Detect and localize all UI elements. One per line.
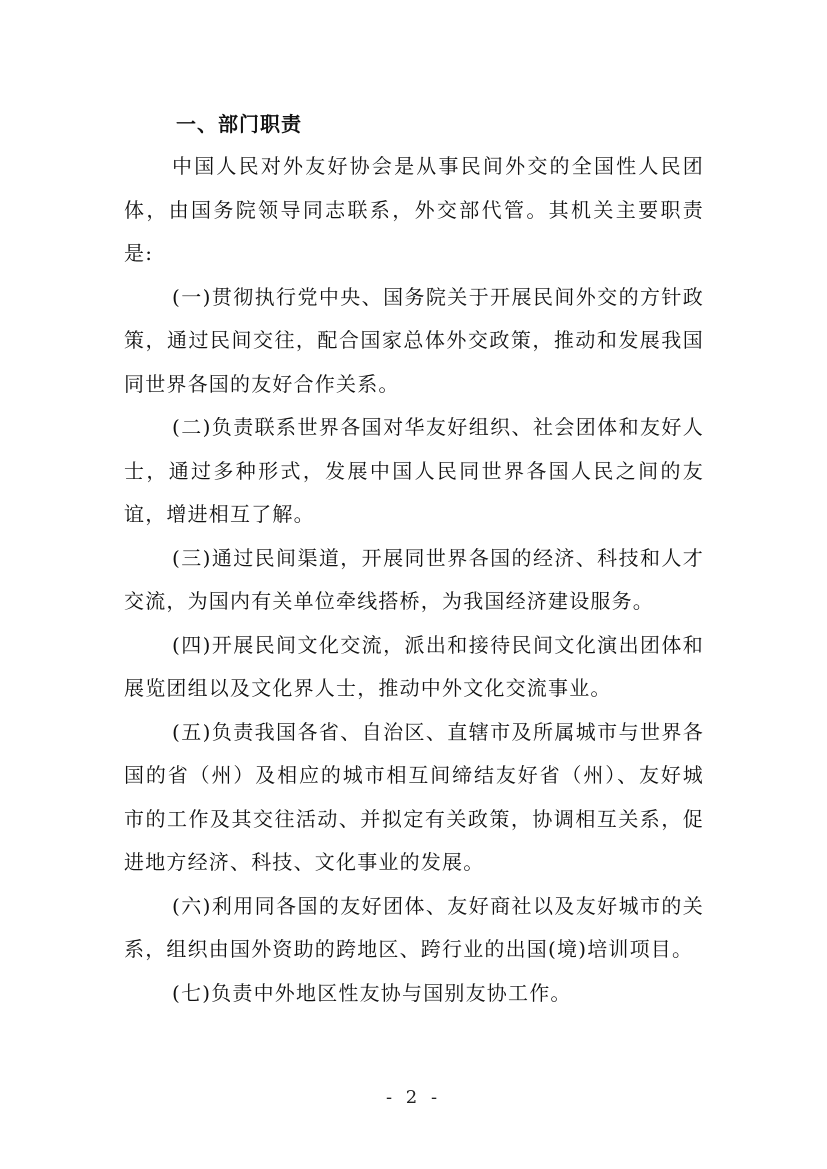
paragraph-duty-7: (七)负责中外地区性友协与国别友协工作。 — [172, 980, 572, 1005]
paragraph-intro: 中国人民对外友好协会是从事民间外交的全国性人民团体，由国务院领导同志联系，外交部代管。其机关主要职责是: — [124, 154, 704, 265]
section-heading: 一、部门职责 — [176, 112, 302, 136]
paragraph-duty-4: (四)开展民间文化交流，派出和接待民间文化演出团体和展览团组以及文化界人士，推动中外文化交流事业。 — [124, 632, 704, 700]
page-content — [124, 104, 704, 1015]
paragraph-duty-5: (五)负责我国各省、自治区、直辖市及所属城市与世界各国的省（州）及相应的城市相互间缔结友好省（州）、友好城市的工作及其交往活动、并拟定有关政策，协调相互关系，促进地方经济、科技、文化事业的发展。 — [124, 719, 704, 874]
paragraph-duty-2: (二)负责联系世界各国对华友好组织、社会团体和友好人士，通过多种形式，发展中国人民同世界各国人民之间的友谊，增进相互了解。 — [124, 415, 704, 526]
paragraph-duty-3: (三)通过民间渠道，开展同世界各国的经济、科技和人才交流，为国内有关单位牵线搭桥，为我国经济建设服务。 — [124, 545, 704, 613]
paragraph-duty-1: (一)贯彻执行党中央、国务院关于开展民间外交的方针政策，通过民间交往，配合国家总体外交政策，推动和发展我国同世界各国的友好合作关系。 — [124, 284, 704, 396]
paragraph-duty-6: (六)利用同各国的友好团体、友好商社以及友好城市的关系，组织由国外资助的跨地区、跨行业的出国(境)培训项目。 — [124, 893, 704, 961]
page-number: - 2 - — [385, 1087, 442, 1108]
